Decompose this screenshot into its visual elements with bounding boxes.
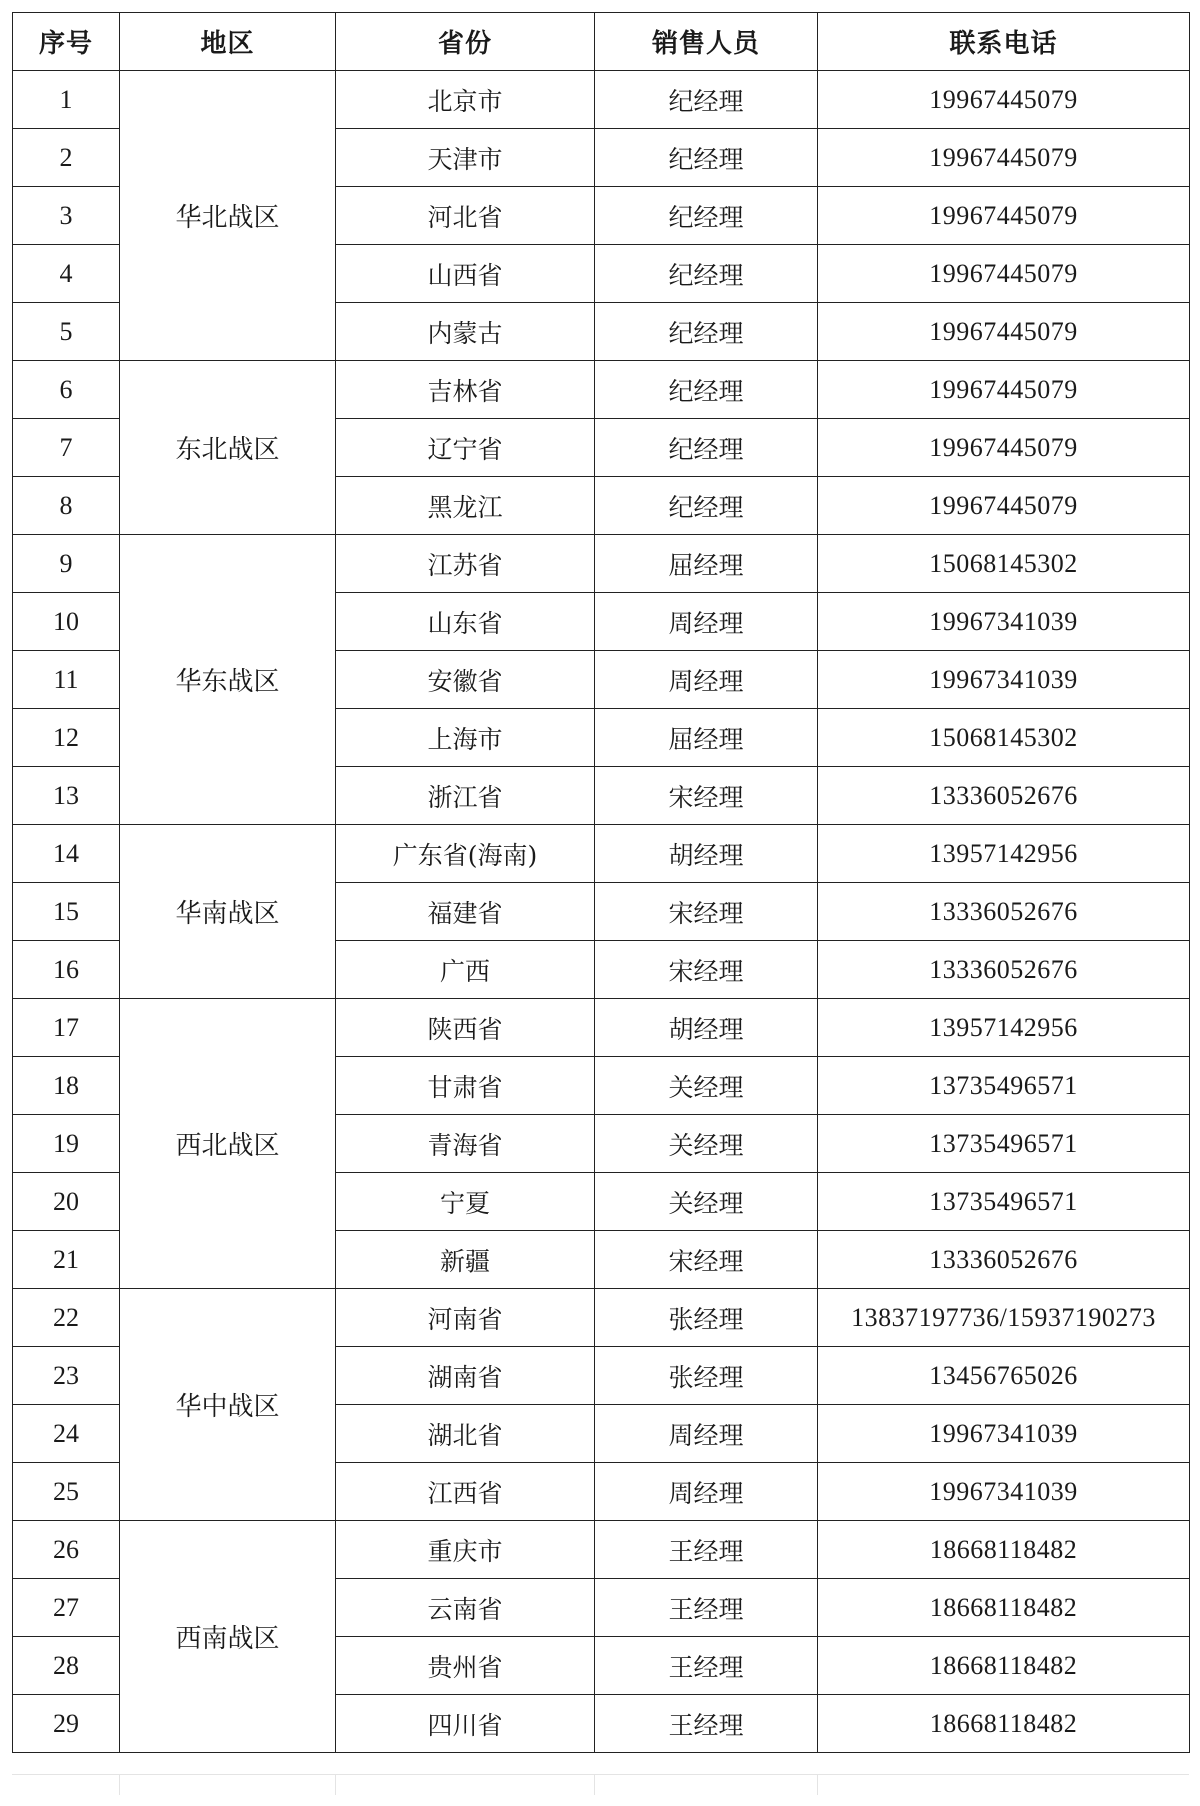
cell-phone: 19967445079 — [818, 71, 1190, 129]
cell-sales: 张经理 — [595, 1347, 818, 1405]
cell-region: 华中战区 — [120, 1289, 336, 1521]
cell-region: 西北战区 — [120, 999, 336, 1289]
cell-seq: 3 — [13, 187, 120, 245]
cell-seq: 24 — [13, 1405, 120, 1463]
cell-province: 广西 — [336, 941, 595, 999]
cell-sales: 张经理 — [595, 1289, 818, 1347]
header-region: 地区 — [120, 13, 336, 71]
cell-phone: 18668118482 — [818, 1521, 1190, 1579]
cell-province: 黑龙江 — [336, 477, 595, 535]
cell-seq: 20 — [13, 1173, 120, 1231]
cell-province: 天津市 — [336, 129, 595, 187]
cell-sales: 关经理 — [595, 1173, 818, 1231]
cell-province: 重庆市 — [336, 1521, 595, 1579]
cell-sales: 王经理 — [595, 1579, 818, 1637]
cell-sales: 纪经理 — [595, 129, 818, 187]
cell-seq: 18 — [13, 1057, 120, 1115]
cell-province: 浙江省 — [336, 767, 595, 825]
cell-province: 青海省 — [336, 1115, 595, 1173]
cell-sales: 王经理 — [595, 1521, 818, 1579]
cell-phone: 13735496571 — [818, 1115, 1190, 1173]
cell-seq: 25 — [13, 1463, 120, 1521]
cell-province: 河北省 — [336, 187, 595, 245]
header-phone: 联系电话 — [818, 13, 1190, 71]
cell-province: 贵州省 — [336, 1637, 595, 1695]
cell-phone: 13735496571 — [818, 1173, 1190, 1231]
cell-phone: 19967445079 — [818, 129, 1190, 187]
continuation-line — [594, 1775, 595, 1795]
cell-province: 福建省 — [336, 883, 595, 941]
cell-province: 陕西省 — [336, 999, 595, 1057]
cell-seq: 22 — [13, 1289, 120, 1347]
cell-seq: 23 — [13, 1347, 120, 1405]
cell-phone: 13957142956 — [818, 999, 1190, 1057]
cell-sales: 周经理 — [595, 1405, 818, 1463]
cell-phone: 15068145302 — [818, 709, 1190, 767]
cell-province: 江西省 — [336, 1463, 595, 1521]
cell-sales: 宋经理 — [595, 941, 818, 999]
cell-phone: 19967341039 — [818, 593, 1190, 651]
cell-seq: 17 — [13, 999, 120, 1057]
cell-province: 吉林省 — [336, 361, 595, 419]
cell-seq: 9 — [13, 535, 120, 593]
sales-contact-table — [12, 12, 1190, 1753]
cell-province: 湖北省 — [336, 1405, 595, 1463]
table-body — [13, 71, 1190, 1753]
cell-phone: 13336052676 — [818, 941, 1190, 999]
cell-seq: 12 — [13, 709, 120, 767]
cell-sales: 屈经理 — [595, 709, 818, 767]
cell-phone: 13957142956 — [818, 825, 1190, 883]
cell-province: 安徽省 — [336, 651, 595, 709]
continuation-line — [817, 1775, 818, 1795]
cell-sales: 纪经理 — [595, 245, 818, 303]
cell-region: 西南战区 — [120, 1521, 336, 1753]
cell-seq: 11 — [13, 651, 120, 709]
cell-phone: 18668118482 — [818, 1695, 1190, 1753]
table-row — [13, 825, 1190, 883]
table-row — [13, 361, 1190, 419]
cell-sales: 胡经理 — [595, 999, 818, 1057]
table-continuation — [12, 1774, 1189, 1795]
cell-province: 云南省 — [336, 1579, 595, 1637]
cell-phone: 13336052676 — [818, 767, 1190, 825]
continuation-line — [335, 1775, 336, 1795]
cell-sales: 王经理 — [595, 1695, 818, 1753]
cell-sales: 宋经理 — [595, 1231, 818, 1289]
cell-seq: 15 — [13, 883, 120, 941]
cell-phone: 13336052676 — [818, 1231, 1190, 1289]
cell-province: 广东省(海南) — [336, 825, 595, 883]
cell-sales: 纪经理 — [595, 419, 818, 477]
cell-phone: 19967445079 — [818, 477, 1190, 535]
table-header — [13, 13, 1190, 71]
cell-sales: 纪经理 — [595, 71, 818, 129]
header-province: 省份 — [336, 13, 595, 71]
cell-seq: 2 — [13, 129, 120, 187]
header-sales: 销售人员 — [595, 13, 818, 71]
cell-region: 华北战区 — [120, 71, 336, 361]
cell-seq: 28 — [13, 1637, 120, 1695]
table-row — [13, 71, 1190, 129]
cell-province: 湖南省 — [336, 1347, 595, 1405]
cell-seq: 19 — [13, 1115, 120, 1173]
cell-seq: 26 — [13, 1521, 120, 1579]
cell-phone: 15068145302 — [818, 535, 1190, 593]
cell-phone: 19967445079 — [818, 303, 1190, 361]
cell-region: 华东战区 — [120, 535, 336, 825]
cell-seq: 8 — [13, 477, 120, 535]
cell-seq: 10 — [13, 593, 120, 651]
table-row — [13, 999, 1190, 1057]
cell-province: 江苏省 — [336, 535, 595, 593]
cell-province: 新疆 — [336, 1231, 595, 1289]
cell-phone: 19967445079 — [818, 419, 1190, 477]
cell-seq: 13 — [13, 767, 120, 825]
cell-sales: 屈经理 — [595, 535, 818, 593]
cell-seq: 1 — [13, 71, 120, 129]
cell-province: 山西省 — [336, 245, 595, 303]
cell-phone: 19967445079 — [818, 245, 1190, 303]
cell-seq: 14 — [13, 825, 120, 883]
table-row — [13, 535, 1190, 593]
header-seq: 序号 — [13, 13, 120, 71]
cell-sales: 宋经理 — [595, 883, 818, 941]
cell-province: 北京市 — [336, 71, 595, 129]
cell-phone: 18668118482 — [818, 1579, 1190, 1637]
cell-phone: 19967341039 — [818, 1463, 1190, 1521]
cell-phone: 13735496571 — [818, 1057, 1190, 1115]
cell-province: 上海市 — [336, 709, 595, 767]
cell-phone: 18668118482 — [818, 1637, 1190, 1695]
cell-province: 宁夏 — [336, 1173, 595, 1231]
table-row — [13, 1521, 1190, 1579]
cell-province: 河南省 — [336, 1289, 595, 1347]
cell-province: 甘肃省 — [336, 1057, 595, 1115]
cell-province: 山东省 — [336, 593, 595, 651]
cell-province: 辽宁省 — [336, 419, 595, 477]
table-row — [13, 1289, 1190, 1347]
cell-sales: 关经理 — [595, 1057, 818, 1115]
cell-province: 内蒙古 — [336, 303, 595, 361]
cell-seq: 21 — [13, 1231, 120, 1289]
cell-region: 华南战区 — [120, 825, 336, 999]
cell-phone: 13837197736/15937190273 — [818, 1289, 1190, 1347]
cell-phone: 19967341039 — [818, 651, 1190, 709]
sales-contact-sheet — [12, 12, 1189, 1753]
continuation-line — [119, 1775, 120, 1795]
cell-seq: 27 — [13, 1579, 120, 1637]
cell-sales: 纪经理 — [595, 303, 818, 361]
cell-province: 四川省 — [336, 1695, 595, 1753]
cell-phone: 19967445079 — [818, 187, 1190, 245]
cell-region: 东北战区 — [120, 361, 336, 535]
cell-phone: 13336052676 — [818, 883, 1190, 941]
cell-seq: 29 — [13, 1695, 120, 1753]
cell-phone: 19967341039 — [818, 1405, 1190, 1463]
cell-sales: 纪经理 — [595, 477, 818, 535]
cell-sales: 纪经理 — [595, 361, 818, 419]
cell-sales: 周经理 — [595, 593, 818, 651]
cell-seq: 5 — [13, 303, 120, 361]
cell-sales: 周经理 — [595, 1463, 818, 1521]
cell-seq: 16 — [13, 941, 120, 999]
cell-sales: 王经理 — [595, 1637, 818, 1695]
cell-seq: 4 — [13, 245, 120, 303]
cell-phone: 13456765026 — [818, 1347, 1190, 1405]
cell-sales: 周经理 — [595, 651, 818, 709]
cell-sales: 纪经理 — [595, 187, 818, 245]
cell-sales: 宋经理 — [595, 767, 818, 825]
cell-phone: 19967445079 — [818, 361, 1190, 419]
cell-seq: 6 — [13, 361, 120, 419]
cell-sales: 胡经理 — [595, 825, 818, 883]
header-row — [13, 13, 1190, 71]
cell-seq: 7 — [13, 419, 120, 477]
cell-sales: 关经理 — [595, 1115, 818, 1173]
